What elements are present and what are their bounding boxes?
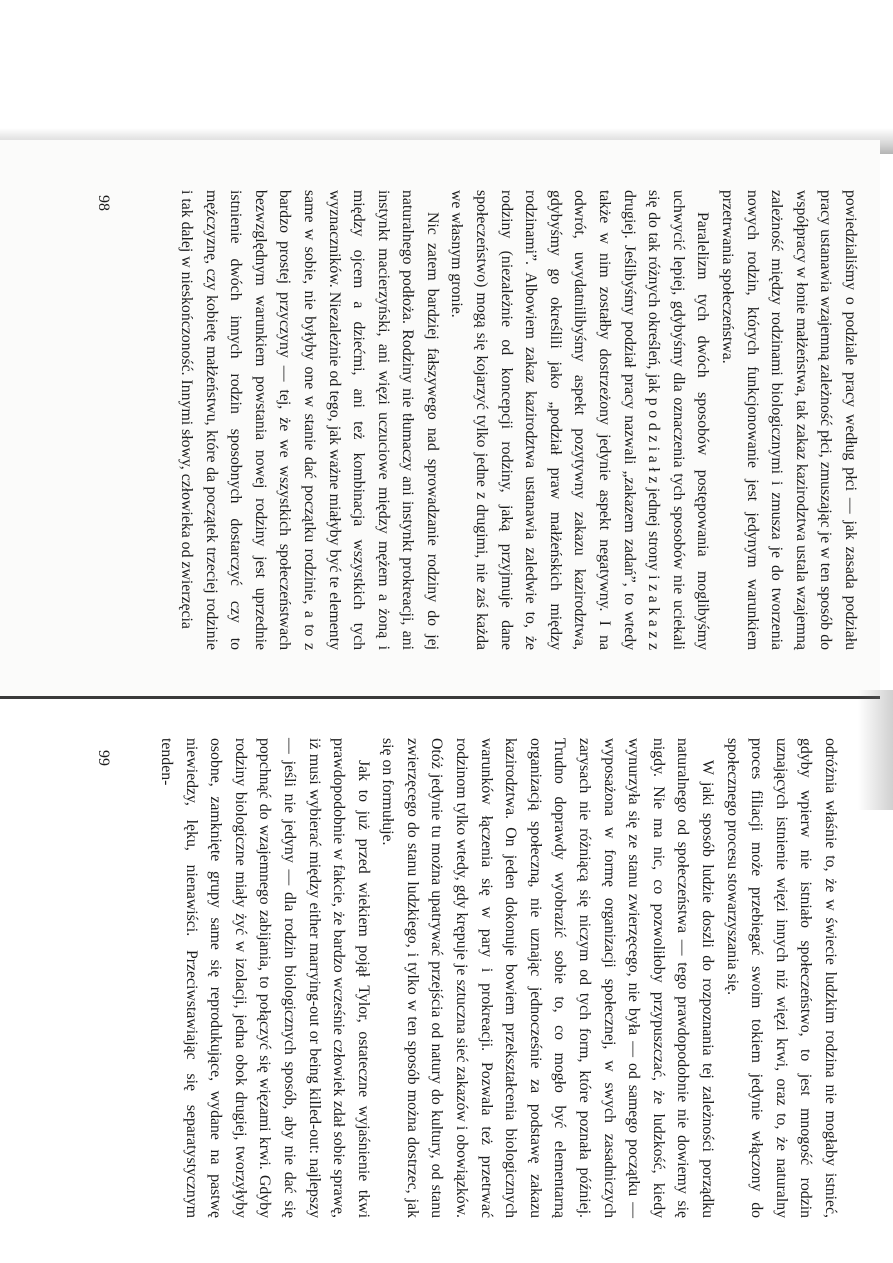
paragraph: powiedzialiśmy o podziale pracy według płci — jak zasada podziału pracy ustanawia wzajemną zależność płci, zmuszając je w ten sposób do współpracy w łonie małżeństwa, tak zakaz kazirodztwa ustala wzajemną zależność między rodzinami biologicznymi i zmusza je do tworzenia nowych rodzin, których funkcjonowanie jest jedynym warunkiem przetrwania społeczeństwa. <box>719 190 859 650</box>
page-edge-shadow <box>858 690 893 810</box>
paragraph: odróżnia właśnie to, że w świecie ludzkim rodzina nie mogłaby istnieć, gdyby wpierw nie istniało społeczeństwo, to jest mnogość rodzin uznających istnienie więzi innych niż więzi krwi, oraz to, że naturalny proces filiacji może przebiegać swoim tokiem jedynie włączony do społecznego procesu stowarzyszania się. <box>723 738 839 1218</box>
paragraph: Paralelizm tych dwóch sposobów postępowania moglibyśmy uchwycić lepiej, gdybyśmy dla oznaczenia tych sposobów nie uciekali się do tak różnych określeń, jak p o d z i a ł z jednej strony i z a k a z z drugiej. Jeślibyśmy podział pracy nazwali „zakazem zadań”, to wtedy także w nim zostałby dostrzeżony jedynie aspekt negatywny. I na odwrót, uwydatnilibyśmy aspekt pozytywny zakazu kazirodztwa, gdybyśmy go określili jako „podział praw małżeńskich między rodzinami”. Albowiem zakaz kazirodztwa ustanawia zaledwie to, że rodziny (niezależnie od koncepcji rodziny, jaką przyjmuje dane społeczeństwo) mogą się kojarzyć tylko jedne z drugimi, nie zaś każda we własnym gronie. <box>448 190 712 650</box>
page-number-right: 99 <box>95 750 112 766</box>
paragraph: W jaki sposób ludzie doszli do rozpoznania tej zależności porządku naturalnego od społeczeństwa — tego prawdopodobnie nie dowiemy się nigdy. Nie ma nic, co pozwoliłoby przypuszczać, że ludzkość, kiedy wynurzyła się ze stanu zwierzęcego, nie była — od samego początku — wyposażona w formę organizacji społecznej, w swych zasadniczych zarysach nie różniącą się niczym od tych form, które poznała później. Trudno doprawdy wyobrazić sobie to, co mogło być elementarną organizacją społeczną, nie uznając jednocześnie za podstawę zakazu kazirodztwa. On jeden dokonuje bowiem przekształcenia biologicznych warunków łączenia się w pary i prokreacji. Pozwala też przetrwać rodzinom tylko wtedy, gdy krępuje je sztuczna sieć zakazów i obowiązków. Otóż jedynie tu można upatrywać przejścia od natury do kultury, od stanu zwierzęcego do stanu ludzkiego, i tylko w ten sposób można dostrzec, jak się on formułuje. <box>379 738 717 1218</box>
right-page-text <box>82 738 842 1218</box>
paragraph: Jak to już przed wiekiem pojął Tylor, ostateczne wyjaśnienie tkwi prawdopodobnie w fakcie, że bardzo wcześnie człowiek zdał sobie sprawę, iż musi wybierać między either marrying-out or being killed-out: najlepszy — jeśli nie jedyny — dla rodzin biologicznych sposób, aby nie dać się popchnąć do wzajemnego zabijania, to połączyć się więzami krwi. Gdyby rodziny biologiczne miały żyć w izolacji, jedna obok drugiej, tworzyłyby osobne, zamknięte grupy same się reprodukujące, wydane na pastwę niewiedzy, lęku, nienawiści. Przeciwstawiając się separatystycznym tenden- <box>157 738 372 1218</box>
page-number-left: 98 <box>95 195 112 211</box>
paragraph: Nic zatem bardziej fałszywego nad sprowadzanie rodziny do jej naturalnego podłoża. Rodziny nie tłumaczy ani instynkt prokreacji, ani instynkt macierzyński, ani więzi uczuciowe między mężem a żoną i między ojcem a dziećmi, ani też kombinacja wszystkich tych wyznaczników. Niezależnie od tego, jak ważne miałyby być te elementy same w sobie, nie byłyby one w stanie dać początku rodzinie, a to z bardzo prostej przyczyny — tej, że we wszystkich społeczeństwach bezwzględnym warunkiem powstania nowej rodziny jest uprzednie istnienie dwóch innych rodzin sposobnych dostarczyć czy to mężczyznę, czy kobietę małżeństwu, które da początek trzeciej rodzinie i tak dalej w nieskończoność. Innymi słowy, człowieka od zwierzęcia <box>177 190 441 650</box>
left-page-text <box>102 190 862 650</box>
